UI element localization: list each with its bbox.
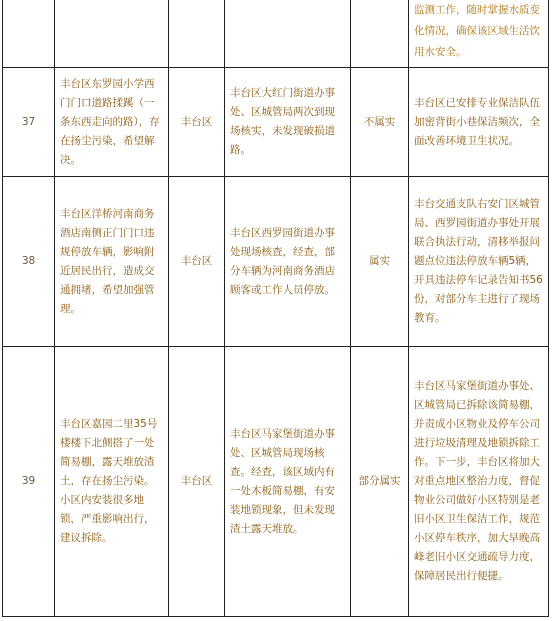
investigation-cell: 丰台区大红门街道办事处、区城管局两次到现场核实，未发现破损道路。 xyxy=(225,68,351,177)
district-cell xyxy=(169,0,225,68)
district-cell: 丰台区 xyxy=(169,347,225,617)
complaint-table xyxy=(2,0,549,617)
row-number-cell: 39 xyxy=(3,347,55,617)
complaint-cell: 丰台区嘉园二里35号楼楼下北侧搭了一处简易棚，露天堆放渣土，存在扬尘污染。小区内安装很多地锁，严重影响出行，建议拆除。 xyxy=(55,347,169,617)
table-row xyxy=(3,177,549,347)
row-number-cell xyxy=(3,0,55,68)
district-cell: 丰台区 xyxy=(169,177,225,347)
investigation-cell: 丰台区马家堡街道办事处、区城管局现场核查。经查，该区域内有一处木板简易棚，有安装地锁现象，但未发现渣土露天堆放。 xyxy=(225,347,351,617)
row-number-cell: 38 xyxy=(3,177,55,347)
row-number-cell: 37 xyxy=(3,68,55,177)
action-cell xyxy=(409,0,549,68)
action-cell: 丰台区马家堡街道办事处、区城管局已拆除该简易棚，并责成小区物业及停车公司进行垃圾清理及地锁拆除工作。下一步，丰台区将加大对重点地区整治力度，督促物业公司做好小区特别是老旧小区卫生保洁工作，规范小区停车秩序，加大早晚高峰老旧小区交通疏导力度，保障居民出行便捷。 xyxy=(409,347,549,617)
action-text: 监测工作，随时掌握水质变化情况，确保该区域生活饮用水安全。 xyxy=(414,4,540,58)
status-cell: 部分属实 xyxy=(351,347,409,617)
table-row xyxy=(3,68,549,177)
investigation-cell: 丰台区西罗园街道办事处现场核查，经查，部分车辆为河南商务酒店顾客或工作人员停放。 xyxy=(225,177,351,347)
action-cell: 丰台区已安排专业保洁队伍加密背街小巷保洁频次，全面改善环境卫生状况。 xyxy=(409,68,549,177)
status-cell xyxy=(351,0,409,68)
investigation-cell xyxy=(225,0,351,68)
table-row-partial-top xyxy=(3,0,549,68)
table-row xyxy=(3,347,549,617)
complaint-cell: 丰台区洋桥河南商务酒店南侧正门门口违规停放车辆，影响附近居民出行，造成交通拥堵，希望加强管理。 xyxy=(55,177,169,347)
status-cell: 不属实 xyxy=(351,68,409,177)
complaint-cell xyxy=(55,0,169,68)
district-cell: 丰台区 xyxy=(169,68,225,177)
status-cell: 属实 xyxy=(351,177,409,347)
complaint-cell: 丰台区东罗园小学西门门口道路揉蹊（一条东西走向的路），存在扬尘污染，希望解决。 xyxy=(55,68,169,177)
action-cell: 丰台交通支队右安门区城管局、西罗园街道办事处开展联合执法行动，清移举报问题点位违法停放车辆5辆，开具违法停车记录告知书56份，对部分车主进行了现场教育。 xyxy=(409,177,549,347)
